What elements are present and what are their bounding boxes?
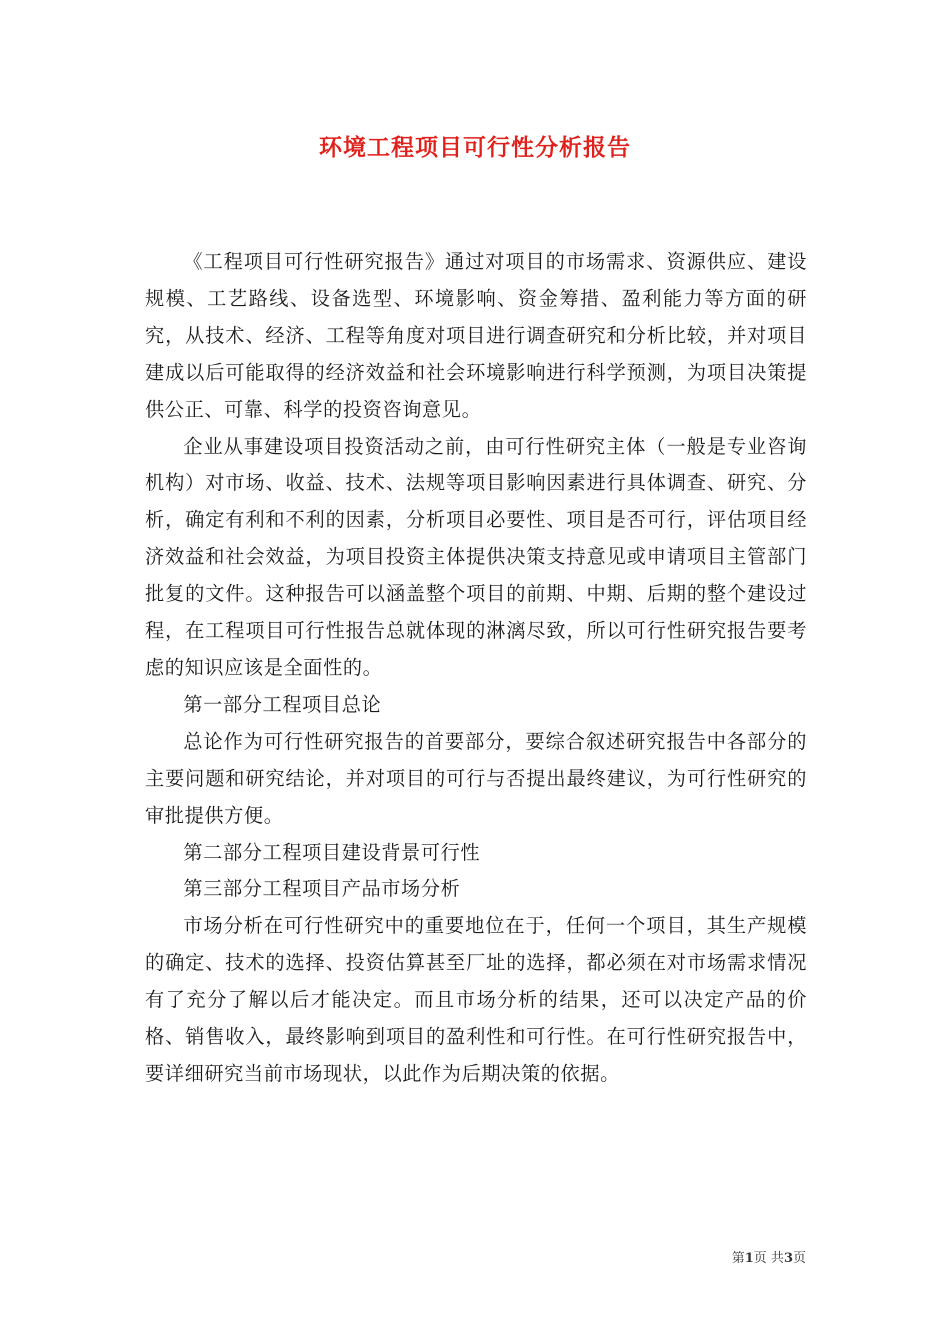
- paragraph-feasibility-subject: 企业从事建设项目投资活动之前，由可行性研究主体（一般是专业咨询机构）对市场、收益、技术、法规等项目影响因素进行具体调查、研究、分析，确定有利和不利的因素，分析项目必要性、项目是否可行，评估项目经济效益和社会效益，为项目投资主体提供决策支持意见或申请项目主管部门批复的文件。这种报告可以涵盖整个项目的前期、中期、后期的整个建设过程，在工程项目可行性报告总就体现的淋漓尽致，所以可行性研究报告要考虑的知识应该是全面性的。: [145, 434, 807, 679]
- document-body: [145, 244, 807, 1093]
- paragraph-intro: 《工程项目可行性研究报告》通过对项目的市场需求、资源供应、建设规模、工艺路线、设备选型、环境影响、资金筹措、盈利能力等方面的研究，从技术、经济、工程等角度对项目进行调查研究和分析比较，并对项目建成以后可能取得的经济效益和社会环境影响进行科学预测，为项目决策提供公正、可靠、科学的投资咨询意见。: [145, 250, 807, 421]
- footer-prefix: 第: [731, 1251, 745, 1266]
- footer-suffix: 页: [792, 1251, 806, 1266]
- section-heading-part-one: 第一部分工程项目总论: [183, 692, 382, 716]
- paragraph-general-overview: 总论作为可行性研究报告的首要部分，要综合叙述研究报告中各部分的主要问题和研究结论，并对项目的可行与否提出最终建议，为可行性研究的审批提供方便。: [145, 729, 807, 827]
- footer-middle: 页 共: [753, 1251, 784, 1266]
- document-title: 环境工程项目可行性分析报告: [319, 134, 631, 161]
- page-number-footer: [700, 1247, 806, 1266]
- paragraph-market-analysis: 市场分析在可行性研究中的重要地位在于，任何一个项目，其生产规模的确定、技术的选择、投资估算甚至厂址的选择，都必须在对市场需求情况有了充分了解以后才能决定。而且市场分析的结果，还可以决定产品的价格、销售收入，最终影响到项目的盈利性和可行性。在可行性研究报告中，要详细研究当前市场现状，以此作为后期决策的依据。: [145, 914, 807, 1085]
- footer-total-pages: 3: [783, 1251, 793, 1266]
- section-heading-part-three: 第三部分工程项目产品市场分析: [183, 877, 461, 901]
- section-heading-part-two: 第二部分工程项目建设背景可行性: [183, 840, 481, 864]
- footer-current-page: 1: [744, 1251, 754, 1266]
